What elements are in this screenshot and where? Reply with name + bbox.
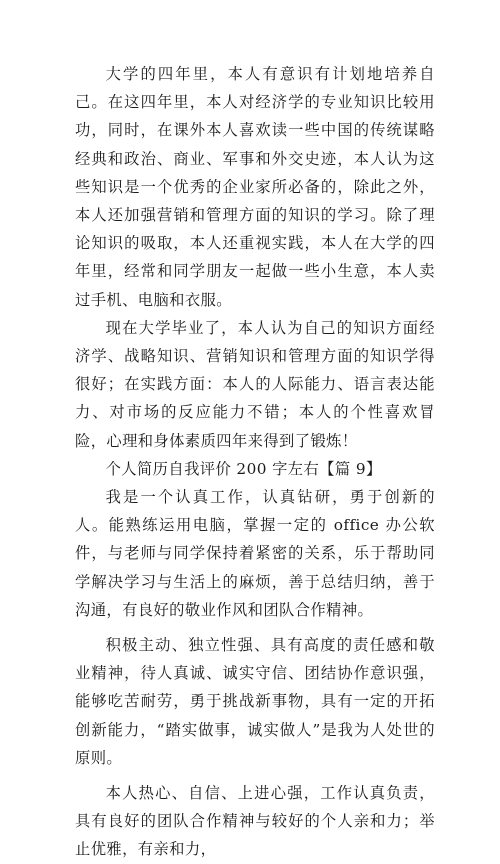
paragraph-spacer: [75, 772, 435, 779]
paragraph-self-evaluation-1: 我是一个认真工作，认真钻研，勇于创新的人。能熟练运用电脑，掌握一定的 office 办公软件，与老师与同学保持着紧密的关系，乐于帮助同学解决学习与生活上的麻烦，善于总结归纳，善于沟通，有良好的敬业作风和团队合作精神。: [75, 488, 435, 619]
paragraph-study-years: 大学的四年里，本人有意识有计划地培养自己。在这四年里，本人对经济学的专业知识比较用功，同时，在课外本人喜欢读一些中国的传统谋略经典和政治、商业、军事和外交史迹，本人认为这些知识是一个优秀的企业家所必备的，除此之外，本人还加强营销和管理方面的知识的学习。除了理论知识的吸取，本人还重视实践，本人在大学的四年里，经常和同学朋友一起做一些小生意，本人卖过手机、电脑和衣服。: [75, 65, 435, 309]
section-heading: 个人简历自我评价 200 字左右【篇 9】: [105, 459, 382, 478]
paragraph-self-evaluation-3: 本人热心、自信、上进心强，工作认真负责，具有良好的团队合作精神与较好的个人亲和力；举止优雅，有亲和力，: [75, 784, 435, 859]
paragraph-self-evaluation-2: 积极主动、独立性强、具有高度的责任感和敬业精神，待人真诚、诚实守信、团结协作意识强，能够吃苦耐劳，勇于挑战新事物，具有一定的开拓创新能力，“踏实做事，诚实做人”是我为人处世的原则。: [75, 636, 435, 767]
paragraph-spacer: [75, 624, 435, 631]
paragraph-graduation-summary: 现在大学毕业了，本人认为自己的知识方面经济学、战略知识、营销知识和管理方面的知识学得很好；在实践方面：本人的人际能力、语言表达能力、对市场的反应能力不错；本人的个性喜欢冒险，心理和身体素质四年来得到了锻炼！: [75, 318, 435, 450]
document-body: [75, 60, 435, 864]
